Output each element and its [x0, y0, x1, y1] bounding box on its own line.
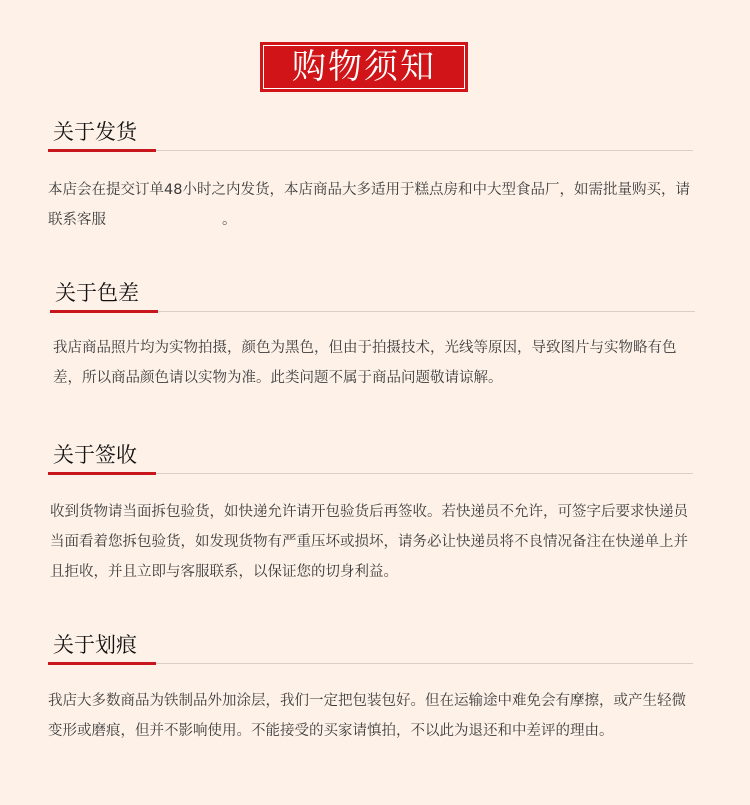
section-heading: 关于划痕	[53, 633, 137, 657]
heading-underline	[50, 310, 158, 313]
title-banner	[260, 42, 468, 92]
heading-underline	[48, 149, 156, 152]
section-scratches	[48, 631, 693, 746]
section-body: 本店会在提交订单48小时之内发货，本店商品大多适用于糕点房和中大型食品厂，如需批量购买，请联系客服 。	[48, 182, 690, 228]
section-body: 收到货物请当面拆包验货，如快递允许请开包验货后再签收。若快递员不允许，可签字后要求快递员当面看着您拆包验货，如发现货物有严重压坏或损坏，请务必让快递员将不良情况备注在快递单上并且拒收，并且立即与客服联系，以保证您的切身利益。	[50, 504, 688, 580]
section-header	[48, 118, 693, 158]
section-shipping	[48, 118, 693, 235]
section-header	[48, 441, 693, 481]
section-signing	[48, 441, 693, 587]
section-heading: 关于签收	[53, 443, 137, 467]
section-body: 我店商品照片均为实物拍摄，颜色为黑色，但由于拍摄技术，光线等原因，导致图片与实物略有色差，所以商品颜色请以实物为准。此类问题不属于商品问题敬请谅解。	[53, 340, 677, 386]
heading-underline	[48, 472, 156, 475]
section-heading: 关于色差	[55, 281, 139, 305]
section-color-difference	[50, 279, 695, 393]
section-header	[50, 279, 695, 319]
section-heading: 关于发货	[53, 120, 137, 144]
section-header	[48, 631, 693, 671]
section-body: 我店大多数商品为铁制品外加涂层，我们一定把包装包好。但在运输途中难免会有摩擦，或产生轻微变形或磨痕，但并不影响使用。不能接受的买家请慎拍，不以此为退还和中差评的理由。	[48, 693, 686, 739]
page-title: 购物须知	[263, 45, 465, 89]
heading-underline	[48, 662, 156, 665]
